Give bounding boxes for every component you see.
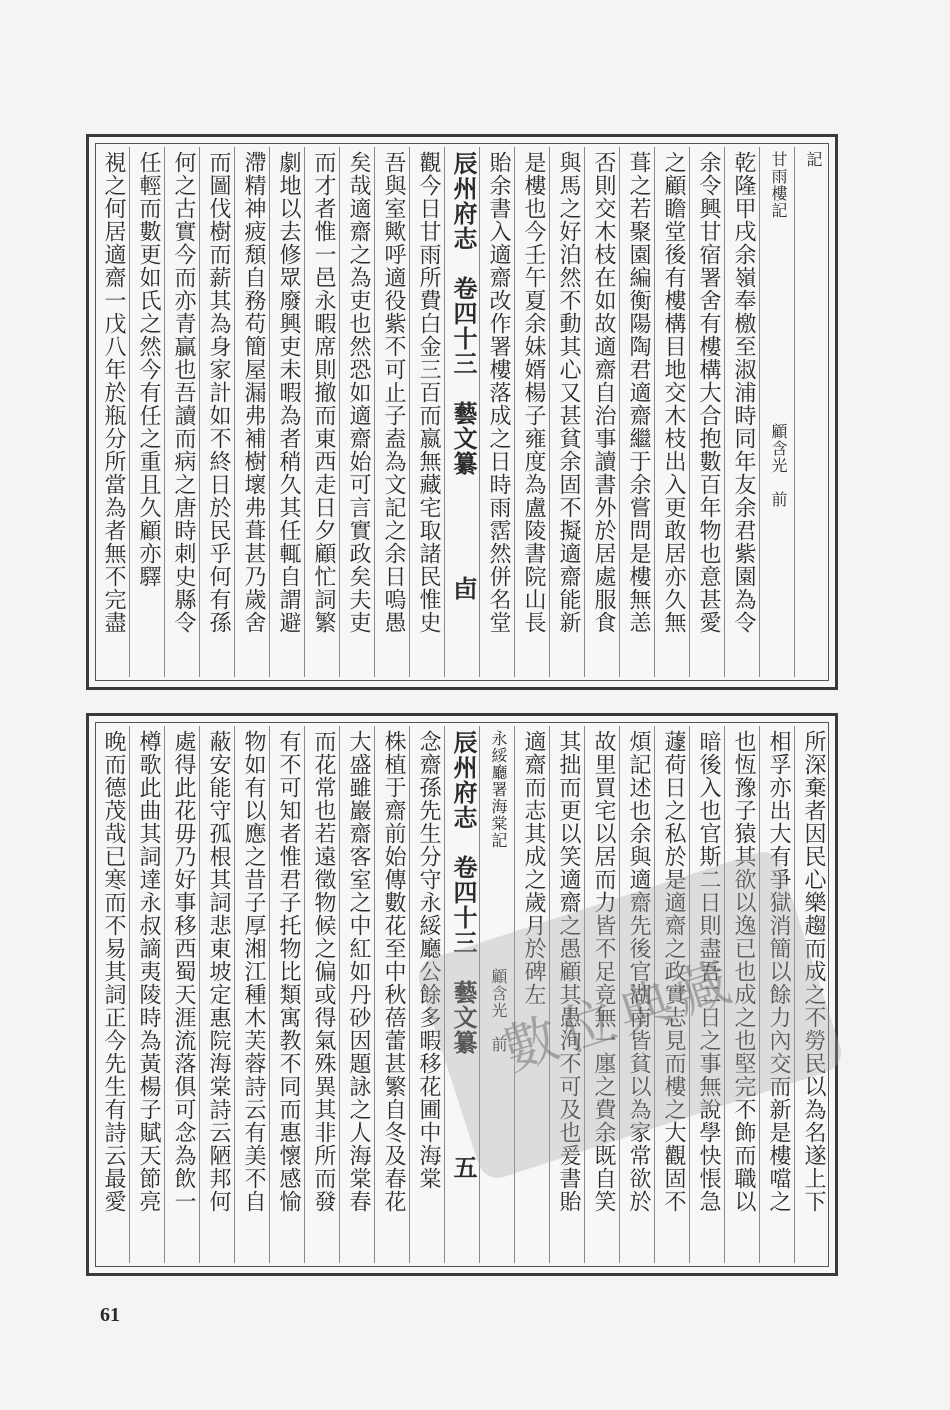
top-column: 否則交木枝在如故適齋自治事讀書外於居處服食 [584, 147, 619, 677]
top-column: 滯精神疲頹自務苟簡屋漏弗補樹壞弗葺甚乃歲舍 [234, 147, 269, 677]
top-column: 葺之若聚園編衡陽陶君適齋繼于余嘗問是樓無恙 [619, 147, 654, 677]
bottom-column: 蘧荷日之私於是適齋之政實志見而樓之大觀固不 [654, 726, 689, 1263]
top-column: 吾與室歟呼適役紫不可止子盍為文記之余日嗚愚 [374, 147, 409, 677]
bottom-column: 相孚亦出大有爭獄消簡以餘力內交而新是樓噹之 [759, 726, 794, 1263]
bottom-column: 辰州府志 卷四十三 藝文纂 五 [444, 726, 479, 1263]
bottom-column: 其拙而更以笑適齋之愚顧其愚洵不可及也爰書貽 [549, 726, 584, 1263]
top-column: 視之何居適齋一戊八年於瓶分所當為者無不完盡 [101, 151, 126, 634]
top-column: 余令興甘宿署舍有樓構大合抱數百年物也意甚愛 [689, 147, 724, 677]
bottom-column: 樽歌此曲其詞達永叔謫夷陵時為黃楊子賦天節亮 [129, 726, 164, 1263]
top-column: 辰州府志 卷四十三 藝文纂 卣 [444, 147, 479, 677]
bottom-column: 也恆豫子猿其欲以逸已也成之也堅完不飾而職以 [724, 726, 759, 1263]
bottom-column: 處得此花毋乃好事移西蜀天涯流落俱可念為飲一 [164, 726, 199, 1263]
watermark-text: 數位典藏 [495, 948, 744, 1083]
top-text-block [86, 134, 838, 690]
bottom-column: 適齋而志其成之歲月於碑左 [514, 726, 549, 1263]
bottom-column: 蔽安能守孤根其詞悲東坡定惠院海棠詩云陋邦何 [199, 726, 234, 1263]
top-column: 是樓也今壬午夏余妹婿楊子雍度為盧陵書院山長 [514, 147, 549, 677]
top-column: 觀今日甘雨所費白金三百而嬴無藏宅取諸民惟史 [409, 147, 444, 677]
top-column: 甘雨樓記 顧含光 前 [759, 147, 794, 677]
bottom-column: 有不可知者惟君子托物比類寓教不同而惠懷感愉 [269, 726, 304, 1263]
top-column: 矣哉適齋之為吏也然恐如適齋始可言實政矣夫吏 [339, 147, 374, 677]
top-column: 與馬之好泊然不動其心又甚貧余固不擬適齋能新 [549, 147, 584, 677]
top-column: 之顧瞻堂後有樓構目地交木枝出入更敢居亦久無 [654, 147, 689, 677]
bottom-column: 株植于齋前始傳數花至中秋蓓蕾甚繁自冬及春花 [374, 726, 409, 1263]
bottom-column: 所深棄者因民心樂趨而成之不勞民以為名遂上下 [794, 726, 829, 1263]
top-column: 而圖伐樹而薪其為身家計如不終日於民乎何有孫 [199, 147, 234, 677]
bottom-column: 念齋孫先生分守永綏廳公餘多暇移花圃中海棠 [409, 726, 444, 1263]
top-column: 記 [794, 147, 829, 677]
top-column: 乾隆甲戌余嶺奉檄至淑浦時同年友余君紫園為令 [724, 147, 759, 677]
page-number: 61 [100, 1304, 120, 1326]
top-column: 而才者惟一邑永暇席則撤而東西走日夕顧忙詞繁 [304, 147, 339, 677]
top-column: 貽余書入適齋改作署樓落成之日時雨霑然併名堂 [479, 147, 514, 677]
top-column: 何之古實今而亦青贏也吾讀而病之唐時刺史縣令 [164, 147, 199, 677]
bottom-column: 而花常也若遠徵物候之偏或得氣殊異其非所而發 [304, 726, 339, 1263]
top-column: 劇地以去修眾廢興吏未暇為者稍久其任輒自謂避 [269, 147, 304, 677]
bottom-column: 煩記述也余與適齋先後官湖南皆貧以為家常欲於 [619, 726, 654, 1263]
bottom-column: 晚而德茂哉已寒而不易其詞正今先生有詩云最愛 [101, 730, 126, 1213]
top-column: 任輕而數更如氏之然今有任之重且久顧亦驛 [129, 147, 164, 677]
bottom-column: 故里買宅以居而力皆不足竟無一廛之費余既自笑 [584, 726, 619, 1263]
top-columns [95, 147, 829, 677]
bottom-column: 物如有以應之昔子厚湘江種木芙蓉詩云有美不自 [234, 726, 269, 1263]
bottom-column: 大盛雖巖齋客室之中紅如丹砂因題詠之人海棠春 [339, 726, 374, 1263]
bottom-column: 暗後入也官斯二日則盡吾二日之事無說學快悵急 [689, 726, 724, 1263]
bottom-column: 永綏廳署海棠記 顧含光 前 [479, 726, 514, 1263]
